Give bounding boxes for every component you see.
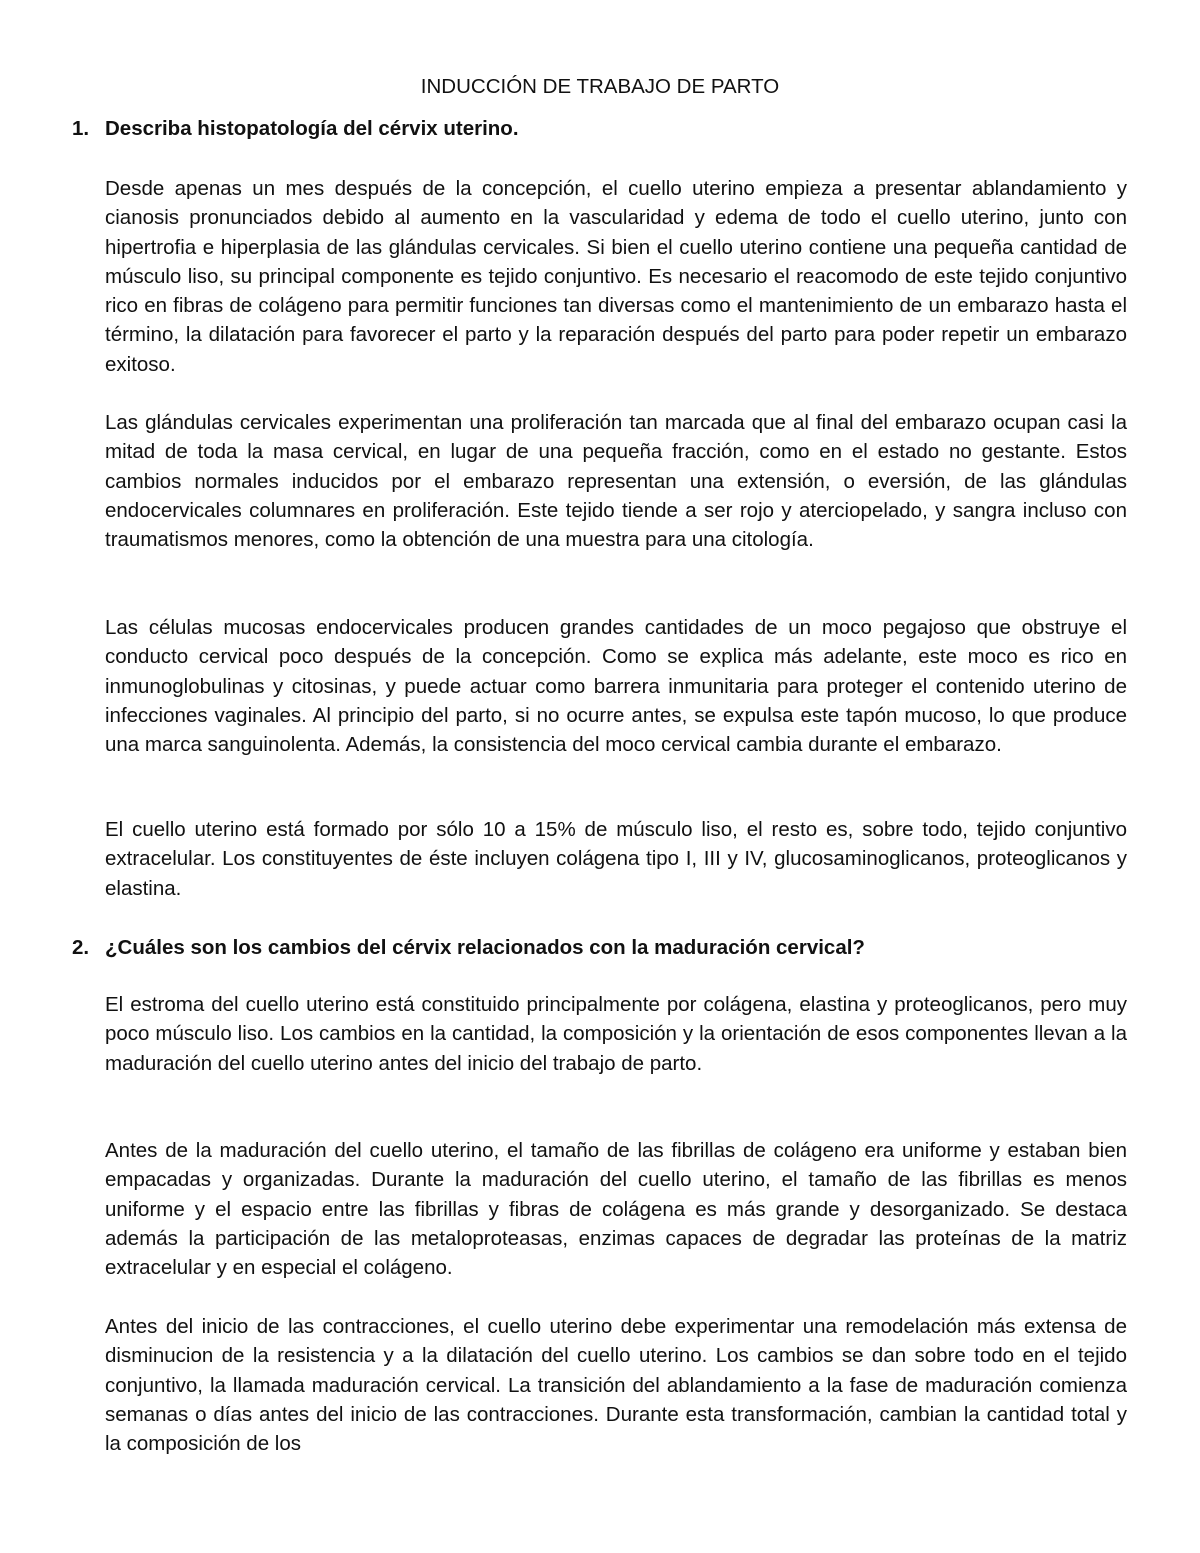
section-1-number: 1. — [72, 117, 90, 140]
section-1-paragraph-3: Las células mucosas endocervicales producen grandes cantidades de un moco pegajoso que obstruye el conducto cervical poco después de la concepción. Como se explica más adelante, este moco es rico en inmunoglobulinas y citosinas, y puede actuar como barrera inmunitaria para proteger el contenido uterino de infecciones vaginales. Al principio del parto, si no ocurre antes, se expulsa este tapón mucoso, lo que produce una marca sanguinolenta. Además, la consistencia del moco cervical cambia durante el embarazo. — [105, 616, 1127, 757]
section-1-paragraph-1: Desde apenas un mes después de la concepción, el cuello uterino empieza a presentar ablandamiento y cianosis pronunciados debido al aumento en la vascularidad y edema de todo el cuello uterino, junto con hipertrofia e hiperplasia de las glándulas cervicales. Si bien el cuello uterino contiene una pequeña cantidad de músculo liso, su principal componente es tejido conjuntivo. Es necesario el reacomodo de este tejido conjuntivo rico en fibras de colágeno para permitir funciones tan diversas como el mantenimiento de un embarazo hasta el término, la dilatación para favorecer el parto y la reparación después del parto para poder repetir un embarazo exitoso. — [105, 177, 1127, 376]
section-1-paragraph-2: Las glándulas cervicales experimentan una proliferación tan marcada que al final del embarazo ocupan casi la mitad de toda la masa cervical, en lugar de una pequeña fracción, como en el estado no gestante. Estos cambios normales inducidos por el embarazo representan una extensión, o eversión, de las glándulas endocervicales columnares en proliferación. Este tejido tiende a ser rojo y aterciopelado, y sangra incluso con traumatismos menores, como la obtención de una muestra para una citología. — [105, 411, 1127, 552]
section-1-heading-text: Describa histopatología del cérvix uterino. — [105, 117, 519, 140]
section-2-paragraph-2: Antes de la maduración del cuello uterino, el tamaño de las fibrillas de colágeno era uniforme y estaban bien empacadas y organizadas. Durante la maduración del cuello uterino, el tamaño de las fibrillas es menos uniforme y el espacio entre las fibrillas y fibras de colágena es más grande y desorganizado. Se destaca además la participación de las metaloproteasas, enzimas capaces de degradar las proteínas de la matriz extracelular y en especial el colágeno. — [105, 1139, 1127, 1280]
section-2-number: 2. — [72, 936, 90, 959]
section-2-paragraph-1: El estroma del cuello uterino está constituido principalmente por colágena, elastina y proteoglicanos, pero muy poco músculo liso. Los cambios en la cantidad, la composición y la orientación de esos componentes llevan a la maduración del cuello uterino antes del inicio del trabajo de parto. — [105, 993, 1127, 1075]
section-2-heading-text: ¿Cuáles son los cambios del cérvix relacionados con la maduración cervical? — [105, 936, 865, 959]
section-1-heading — [72, 114, 1132, 143]
section-1-paragraph-4: El cuello uterino está formado por sólo 10 a 15% de músculo liso, el resto es, sobre todo, tejido conjuntivo extracelular. Los constituyentes de éste incluyen colágena tipo I, III y IV, glucosaminoglicanos, proteoglicanos y elastina. — [105, 818, 1127, 900]
section-2-paragraph-3: Antes del inicio de las contracciones, el cuello uterino debe experimentar una remodelación más extensa de disminucion de la resistencia y a la dilatación del cuello uterino. Los cambios se dan sobre todo en el tejido conjuntivo, la llamada maduración cervical. La transición del ablandamiento a la fase de maduración comienza semanas o días antes del inicio de las contracciones. Durante esta transformación, cambian la cantidad total y la composición de los — [105, 1315, 1127, 1456]
document-title: INDUCCIÓN DE TRABAJO DE PARTO — [420, 75, 780, 98]
section-2-heading — [72, 933, 1132, 962]
